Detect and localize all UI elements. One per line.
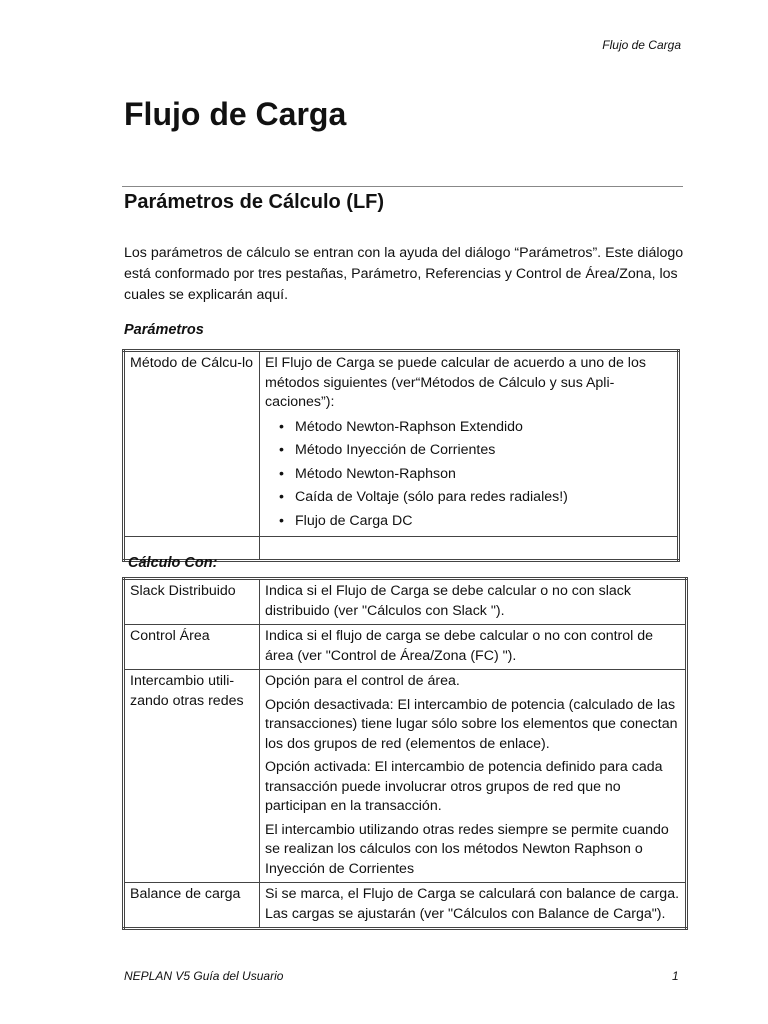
bullet-icon: • [279, 512, 284, 529]
list-item: • Método Newton-Raphson [295, 463, 672, 487]
table-row [124, 625, 687, 670]
list-item: • Flujo de Carga DC [295, 510, 672, 534]
table-row [124, 579, 687, 625]
intro-paragraph: Los parámetros de cálculo se entran con la ayuda del diálogo “Parámetros”. Este diálogo está conformado por tres pestañas, Parámetro, Referencias y Control de Área/Zona, los cuales se explicarán aquí. [124, 245, 684, 303]
method-label: Método de Cálcu-lo [124, 351, 260, 537]
row-label: Intercambio utili-zando otras redes [124, 670, 260, 883]
params-heading: Parámetros [124, 322, 204, 338]
table-row [124, 670, 687, 883]
list-item: • Método Newton-Raphson Extendido [295, 416, 672, 440]
row-description: Si se marca, el Flujo de Carga se calculará con balance de carga. Las cargas se ajustarán (ver "Cálculos con Balance de Carga"). [260, 883, 687, 929]
table-row [124, 351, 679, 537]
row-description: Opción para el control de área. Opción desactivada: El intercambio de potencia (calculado de las transacciones) tiene lugar sólo sobre los elementos que conectan los dos grupos de red (elementos de enlace). Opción activada: El intercambio de potencia definido para cada transacción puede involucrar otros grupos de red que no participan en la transacción. El intercambio utilizando otras redes siempre se permite cuando se realizan los cálculos con los métodos Newton Raphson o Inyección de Corrientes [260, 670, 687, 883]
bullet-icon: • [279, 465, 284, 482]
row-description: Indica si el flujo de carga se debe calcular o no con control de área (ver "Control de Área/Zona (FC) "). [260, 625, 687, 670]
footer-title: NEPLAN V5 Guía del Usuario [124, 969, 284, 983]
method-list [265, 416, 672, 534]
calc-table [122, 577, 688, 930]
row-label: Slack Distribuido [124, 579, 260, 625]
section-title: Parámetros de Cálculo (LF) [124, 191, 385, 213]
list-item: • Método Inyección de Corrientes [295, 439, 672, 463]
row-label: Balance de carga [124, 883, 260, 929]
table-row [124, 883, 687, 929]
page-title: Flujo de Carga [124, 96, 347, 132]
bullet-icon: • [279, 489, 284, 505]
empty-cell [260, 537, 679, 561]
bullet-icon: • [279, 418, 284, 435]
method-cell [260, 351, 679, 537]
params-table [122, 349, 680, 562]
running-header: Flujo de Carga [602, 38, 681, 52]
bullet-icon: • [279, 442, 284, 458]
list-item: • Caída de Voltaje (sólo para redes radiales!) [295, 486, 672, 510]
page-number: 1 [672, 969, 679, 983]
row-description: Indica si el Flujo de Carga se debe calcular o no con slack distribuido (ver "Cálculos con Slack "). [260, 579, 687, 625]
method-description: El Flujo de Carga se puede calcular de acuerdo a uno de los métodos siguientes (ver“Métodos de Cálculo y sus Apli-caciones”): [265, 355, 646, 410]
row-label: Control Área [124, 625, 260, 670]
section-divider [122, 186, 683, 187]
calc-heading: Cálculo Con: [128, 555, 218, 571]
